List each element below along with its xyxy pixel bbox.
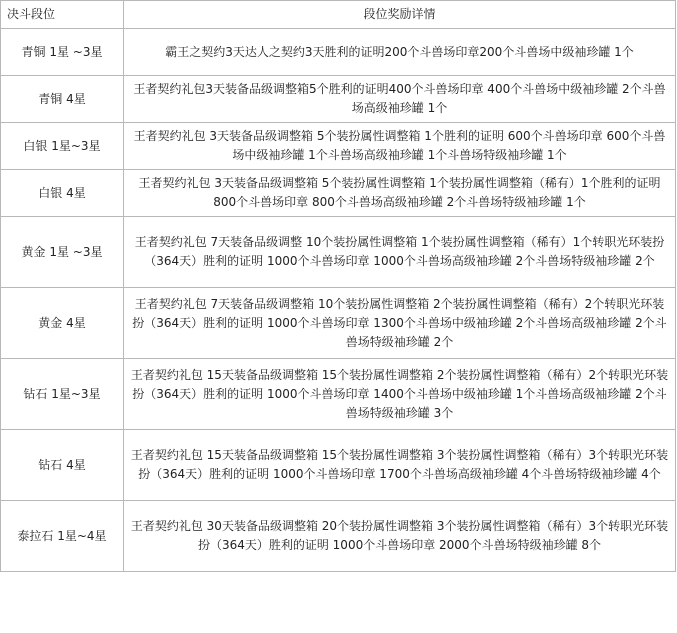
rank-cell: 钻石 4星: [1, 430, 124, 501]
reward-detail-cell: 王者契约礼包 15天装备品级调整箱 15个装扮属性调整箱 2个装扮属性调整箱（稀有）2个转职光环装扮（364天）胜利的证明 1000个斗兽场印章 1400个斗兽场中级袖珍罐 1个斗兽场高级袖珍罐 2个斗兽场特级袖珍罐 3个: [124, 359, 676, 430]
table-row: [1, 359, 676, 430]
reward-detail-cell: 王者契约礼包 3天装备品级调整箱 5个装扮属性调整箱 1个胜利的证明 600个斗兽场印章 600个斗兽场中级袖珍罐 1个斗兽场高级袖珍罐 1个斗兽场特级袖珍罐 1个: [124, 123, 676, 170]
reward-detail-cell: 王者契约礼包 7天装备品级调整箱 10个装扮属性调整箱 2个装扮属性调整箱（稀有）2个转职光环装扮（364天）胜利的证明 1000个斗兽场印章 1300个斗兽场中级袖珍罐 2个斗兽场高级袖珍罐 2个斗兽场特级袖珍罐 2个: [124, 288, 676, 359]
reward-detail-cell: 王者契约礼包 7天装备品级调整 10个装扮属性调整箱 1个装扮属性调整箱（稀有）1个转职光环装扮（364天）胜利的证明 1000个斗兽场印章 1000个斗兽场高级袖珍罐 2个斗兽场特级袖珍罐 2个: [124, 217, 676, 288]
rank-cell: 钻石 1星~3星: [1, 359, 124, 430]
header-rank: 决斗段位: [1, 1, 124, 29]
reward-detail-cell: 王者契约礼包 15天装备品级调整箱 15个装扮属性调整箱 3个装扮属性调整箱（稀有）3个转职光环装扮（364天）胜利的证明 1000个斗兽场印章 1700个斗兽场高级袖珍罐 4个斗兽场特级袖珍罐 4个: [124, 430, 676, 501]
rank-cell: 泰拉石 1星~4星: [1, 501, 124, 572]
rank-cell: 黄金 4星: [1, 288, 124, 359]
header-reward-detail: 段位奖励详情: [124, 1, 676, 29]
rank-cell: 白银 1星~3星: [1, 123, 124, 170]
table-row: [1, 217, 676, 288]
table-row: [1, 123, 676, 170]
table-row: [1, 501, 676, 572]
reward-detail-cell: 霸王之契约3天达人之契约3天胜利的证明200个斗兽场印章200个斗兽场中级袖珍罐 1个: [124, 29, 676, 76]
reward-detail-cell: 王者契约礼包 30天装备品级调整箱 20个装扮属性调整箱 3个装扮属性调整箱（稀有）3个转职光环装扮（364天）胜利的证明 1000个斗兽场印章 2000个斗兽场特级袖珍罐 8个: [124, 501, 676, 572]
table-row: [1, 430, 676, 501]
rank-cell: 青铜 4星: [1, 76, 124, 123]
reward-detail-cell: 王者契约礼包3天装备品级调整箱5个胜利的证明400个斗兽场印章 400个斗兽场中级袖珍罐 2个斗兽场高级袖珍罐 1个: [124, 76, 676, 123]
table-row: [1, 288, 676, 359]
rank-cell: 黄金 1星 ~3星: [1, 217, 124, 288]
rank-cell: 青铜 1星 ~3星: [1, 29, 124, 76]
table-row: [1, 170, 676, 217]
table-row: [1, 76, 676, 123]
reward-detail-cell: 王者契约礼包 3天装备品级调整箱 5个装扮属性调整箱 1个装扮属性调整箱（稀有）1个胜利的证明 800个斗兽场印章 800个斗兽场高级袖珍罐 2个斗兽场特级袖珍罐 1个: [124, 170, 676, 217]
rank-cell: 白银 4星: [1, 170, 124, 217]
table-row: [1, 29, 676, 76]
table-header-row: [1, 1, 676, 29]
